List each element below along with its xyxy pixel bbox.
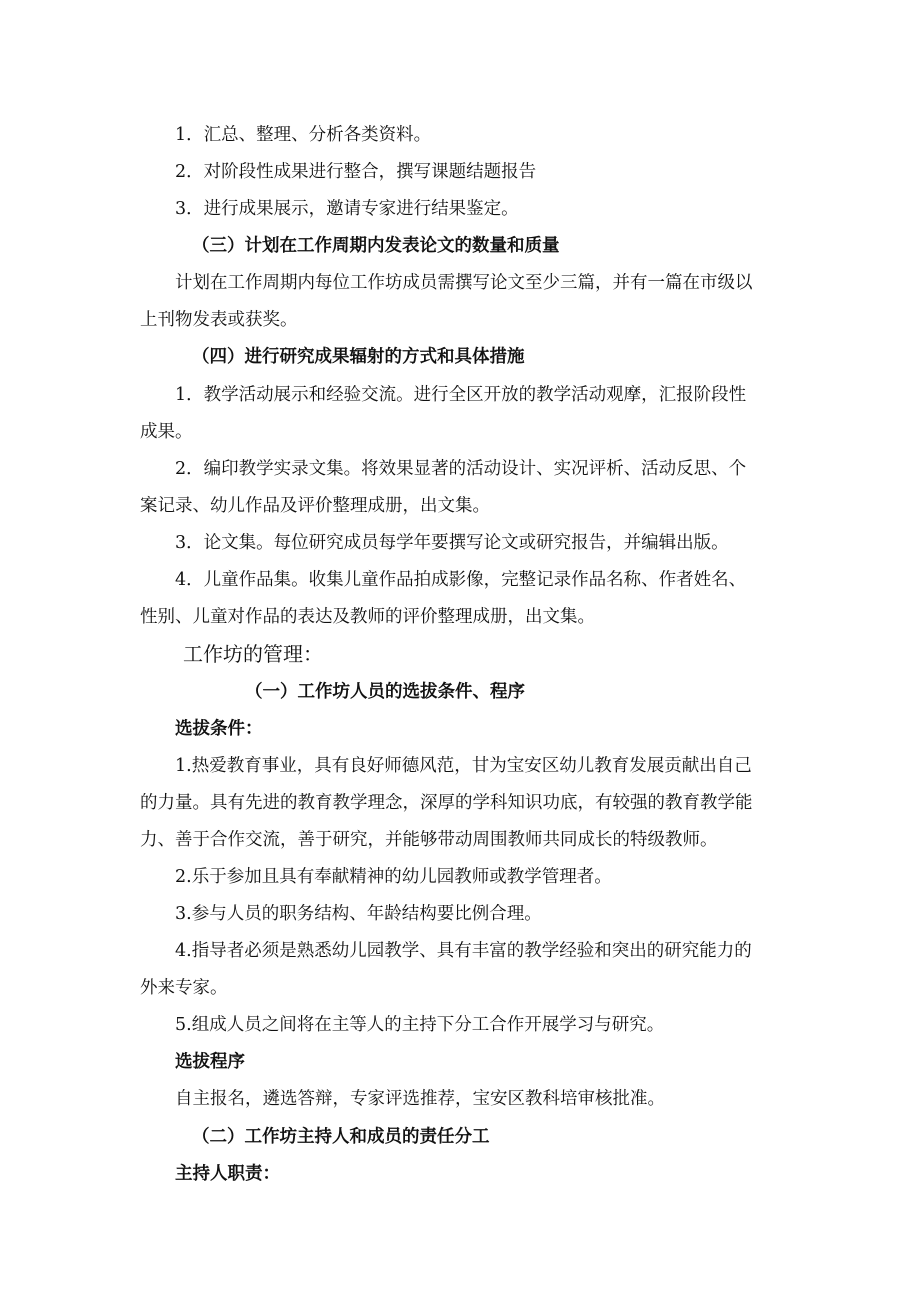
list-item: 2.乐于参加且具有奉献精神的幼儿园教师或教学管理者。 <box>175 867 612 887</box>
section-heading: （四）进行研究成果辐射的方式和具体措施 <box>192 347 525 367</box>
list-item: 2．编印教学实录文集。将效果显著的活动设计、实况评析、活动反思、个 <box>175 459 747 479</box>
list-item: 1．汇总、整理、分析各类资料。 <box>175 125 432 145</box>
paragraph-line: 性别、儿童对作品的表达及教师的评价整理成册，出文集。 <box>140 607 595 627</box>
paragraph-line: 计划在工作周期内每位工作坊成员需撰写论文至少三篇，并有一篇在市级以 <box>175 273 753 293</box>
list-item: 2．对阶段性成果进行整合，撰写课题结题报告 <box>175 162 537 182</box>
paragraph-line: 成果。 <box>140 422 193 442</box>
list-item: 4．儿童作品集。收集儿童作品拍成影像，完整记录作品名称、作者姓名、 <box>175 570 747 590</box>
paragraph-line: 力、善于合作交流，善于研究，并能够带动周围教师共同成长的特级教师。 <box>140 830 718 850</box>
section-heading: （三）计划在工作周期内发表论文的数量和质量 <box>192 236 560 256</box>
paragraph-line: 的力量。具有先进的教育教学理念，深厚的学科知识功底，有较强的教育教学能 <box>140 793 753 813</box>
list-item: 5.组成人员之间将在主等人的主持下分工合作开展学习与研究。 <box>175 1015 665 1035</box>
list-item: 1.热爱教育事业，具有良好师德风范，甘为宝安区幼儿教育发展贡献出自己 <box>175 756 752 776</box>
chapter-heading: 工作坊的管理： <box>183 642 323 666</box>
subheading: 选拔程序 <box>175 1052 245 1072</box>
list-item: 3．进行成果展示，邀请专家进行结果鉴定。 <box>175 199 519 219</box>
list-item: 3．论文集。每位研究成员每学年要撰写论文或研究报告，并编辑出版。 <box>175 533 729 553</box>
section-heading: （一）工作坊人员的选拔条件、程序 <box>245 682 525 702</box>
paragraph-line: 案记录、幼儿作品及评价整理成册，出文集。 <box>140 496 490 516</box>
list-item: 3.参与人员的职务结构、年龄结构要比例合理。 <box>175 904 542 924</box>
subheading: 主持人职责： <box>175 1164 280 1184</box>
subheading: 选拔条件： <box>175 719 263 739</box>
paragraph-line: 上刊物发表或获奖。 <box>140 310 298 330</box>
paragraph-line: 自主报名，遴选答辩，专家评选推荐，宝安区教科培审核批准。 <box>175 1089 665 1109</box>
section-heading: （二）工作坊主持人和成员的责任分工 <box>192 1127 490 1147</box>
paragraph-line: 外来专家。 <box>140 978 228 998</box>
list-item: 4.指导者必须是熟悉幼儿园教学、具有丰富的教学经验和突出的研究能力的 <box>175 941 752 961</box>
list-item: 1．教学活动展示和经验交流。进行全区开放的教学活动观摩，汇报阶段性 <box>175 385 747 405</box>
